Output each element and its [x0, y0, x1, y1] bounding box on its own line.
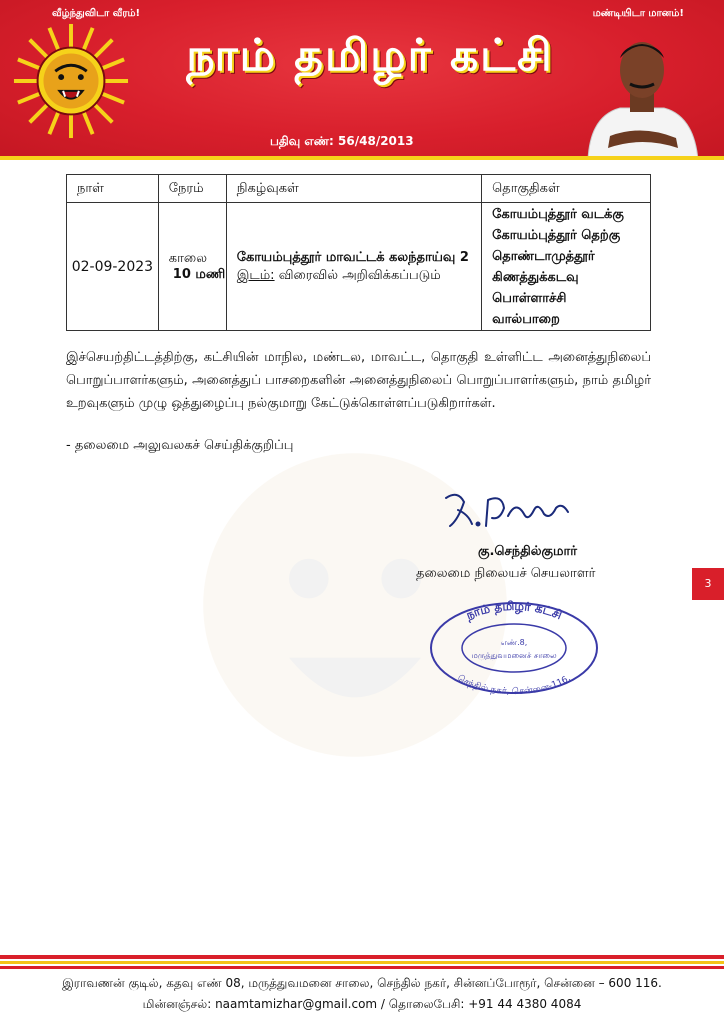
- slogan-right: மண்டியிடா மானம்!: [592, 8, 684, 19]
- table-header-row: [67, 175, 651, 203]
- constituency-item: கோயம்புத்தூர் வடக்கு: [492, 206, 624, 222]
- event-details: [226, 203, 481, 331]
- venue-label: இடம்:: [236, 267, 275, 283]
- schedule-table: [66, 174, 651, 331]
- constituency-item: தொண்டாமுத்தூர்: [492, 248, 595, 264]
- stamp-top-text: நாம் தமிழர் கட்சி: [464, 600, 565, 623]
- constituency-item: கிணத்துக்கடவு: [492, 269, 579, 285]
- signatory-title: தலைமை நிலையச் செயலாளர்: [416, 566, 596, 581]
- constituency-item: பொள்ளாச்சி: [492, 290, 567, 306]
- stamp-line1: எண்.8,: [500, 638, 528, 647]
- time-period: காலை: [168, 250, 207, 266]
- constituency-item: கோயம்புத்தூர் தெற்கு: [492, 227, 621, 243]
- header-events: நிகழ்வுகள்: [226, 175, 481, 203]
- venue-text: விரைவில் அறிவிக்கப்படும்: [274, 267, 441, 283]
- stamp-line2: மருத்துவமனைச் சாலை: [471, 651, 557, 660]
- footer-address: இராவணன் குடில், கதவு எண் 08, மருத்துவமனை சாலை, செந்தில் நகர், சின்னப்போரூர், சென்னை – 600 116.: [62, 976, 662, 990]
- event-time: [158, 203, 226, 331]
- footer-contact: மின்னஞ்சல்: naamtamizhar@gmail.com / தொலைபேசி: +91 44 4380 4084: [142, 997, 582, 1011]
- svg-text:நாம் தமிழர் கட்சி: [463, 600, 564, 623]
- stamp-bottom-text: செந்தில் நகர், சென்னை-116.: [455, 673, 573, 696]
- letterhead-header: [0, 0, 724, 160]
- department-note: - தலைமை அலுவலகச் செய்திக்குறிப்பு: [66, 438, 294, 453]
- header-constituencies: தொகுதிகள்: [482, 175, 651, 203]
- svg-text:செந்தில் நகர், சென்னை-116.: [456, 674, 573, 696]
- leader-photo: [580, 24, 704, 160]
- slogan-left: வீழ்ந்துவிடா வீரம்!: [52, 8, 141, 19]
- time-hour: 10 மணி: [172, 266, 226, 282]
- header-date: நாள்: [67, 175, 159, 203]
- header-time: நேரம்: [158, 175, 226, 203]
- party-name-title: நாம் தமிழர் கட்சி: [186, 30, 554, 81]
- constituency-list: [482, 203, 651, 331]
- body-paragraph: இச்செயற்திட்டத்திற்கு, கட்சியின் மாநில, மண்டல, மாவட்ட, தொகுதி உள்ளிட்ட அனைத்துநிலைப் பொறுப்பாளர்களும், அனைத்துப் பாசறைகளின் அனைத்துநிலைப் பொறுப்பாளர்களும், நாம் தமிழர் உறவுகளும் முழு ஒத்துழைப்பு நல்குமாறு கேட்டுக்கொள்ளப்படுகிறார்கள்.: [66, 350, 651, 411]
- official-stamp: [428, 600, 600, 696]
- event-date: 02-09-2023: [67, 203, 159, 331]
- signatory-name: கு.செந்தில்குமார்: [478, 544, 578, 559]
- handwritten-signature: [438, 480, 578, 540]
- constituency-item: வால்பாறை: [492, 311, 560, 327]
- registration-number: பதிவு எண்: 56/48/2013: [270, 134, 414, 148]
- page-number-badge: 3: [692, 568, 724, 600]
- tiger-emblem-icon: [12, 22, 130, 140]
- footer-stripes: [0, 955, 724, 969]
- event-title: கோயம்புத்தூர் மாவட்டக் கலந்தாய்வு 2: [236, 249, 469, 265]
- table-row: [67, 203, 651, 331]
